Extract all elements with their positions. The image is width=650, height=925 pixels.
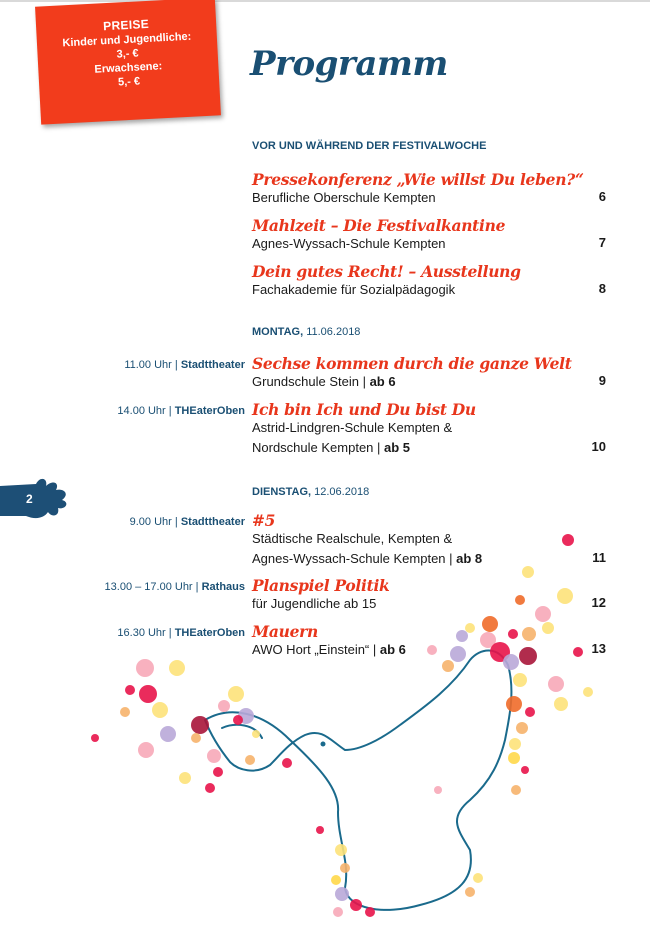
confetti-dot [519,647,537,665]
confetti-dot [442,660,454,672]
event-title: Sechse kommen durch die ganze Welt [252,354,572,373]
event-time: 11.00 Uhr [124,359,172,371]
confetti-dot [205,783,215,793]
confetti-dot [228,686,244,702]
section-heading [252,326,360,338]
event-title: Ich bin Ich und Du bist Du [252,400,476,419]
event-detail-line [252,594,376,614]
confetti-dot [136,659,154,677]
confetti-dot [456,630,468,642]
event-detail-text: Agnes-Wyssach-Schule Kempten [252,551,446,566]
section-heading-label: DIENSTAG, [252,486,312,498]
event-time: 9.00 Uhr [129,516,172,528]
event-detail-text: für Jugendliche ab 15 [252,596,377,611]
event-detail-text: Agnes-Wyssach-Schule Kempten [252,236,446,251]
confetti-dot [482,616,498,632]
confetti-dot [434,786,442,794]
confetti-dot [503,654,519,670]
page-title: Programm [250,44,448,84]
event-age: ab 6 [369,374,396,389]
event-page-number: 6 [598,189,606,204]
event-page-number: 8 [598,281,606,296]
confetti-dot [516,722,528,734]
section-date: 11.06.2018 [306,326,361,338]
event-detail-text: Berufliche Oberschule Kempten [252,190,436,205]
confetti-dot [125,685,135,695]
confetti-dot [333,907,343,917]
event-title: #5 [252,511,276,530]
adults-label: Erwachsene: [94,60,163,76]
confetti-dot [331,875,341,885]
confetti-dot [542,622,554,634]
event-detail-text: Fachakademie für Sozialpädagogik [252,282,456,297]
event-detail-line [252,529,452,549]
confetti-dot [583,687,593,697]
section-heading-label: VOR UND WÄHREND DER FESTIVALWOCHE [252,140,487,152]
event-page-number: 7 [598,235,606,250]
confetti-dot [316,826,324,834]
confetti-dot [252,730,260,738]
dove-eye [321,742,326,747]
confetti-dot [245,755,255,765]
confetti-dot [511,785,521,795]
event-detail-line: Grundschule Stein | ab 6 [252,374,396,389]
confetti-dot [350,899,362,911]
price-box [35,0,221,125]
event-time-venue: 14.00 Uhr | THEaterOben [117,405,245,417]
confetti-dot [213,767,223,777]
confetti-dot [238,708,254,724]
section-heading [252,486,369,498]
section-date: 12.06.2018 [314,486,370,498]
event-detail-text: Nordschule Kempten [252,440,374,455]
event-page-number: 11 [592,550,606,565]
confetti-dot [513,673,527,687]
event-title: Pressekonferenz „Wie willst Du leben?“ [252,170,584,189]
event-page-number: 12 [591,595,606,610]
event-age: ab 6 [379,642,406,657]
adults-price: 5,- € [117,75,141,89]
confetti-dot [191,716,209,734]
event-venue: Stadttheater [180,516,245,528]
confetti-dot [525,707,535,717]
confetti-dot [522,627,536,641]
event-title: Mauern [252,622,318,641]
event-title: Planspiel Politik [252,576,390,595]
confetti-dot [218,700,230,712]
event-detail-line: AWO Hort „Einstein“ | ab 6 [252,642,406,657]
confetti-dot [509,738,521,750]
confetti-dot [522,566,534,578]
confetti-dot [473,873,483,883]
event-time-venue: 13.00 – 17.00 Uhr | Rathaus [104,581,245,593]
page-number: 2 [26,492,33,506]
confetti-dot [138,742,154,758]
event-time: 14.00 Uhr [117,405,166,417]
confetti-dot [562,534,574,546]
confetti-dot [515,595,525,605]
event-title: Mahlzeit – Die Festivalkantine [252,216,506,235]
event-detail-line [252,188,436,208]
event-page-number: 13 [591,641,606,656]
confetti-dot [139,685,157,703]
section-heading-label: MONTAG, [252,326,304,338]
event-detail-text: Grundschule Stein [252,374,359,389]
confetti-dot [427,645,437,655]
kids-price: 3,- € [116,47,139,61]
event-detail-line: Agnes-Wyssach-Schule Kempten | ab 8 [252,551,483,566]
confetti-dot [548,676,564,692]
event-time: 16.30 Uhr [117,627,166,639]
section-heading [252,140,486,152]
top-rule [0,0,650,2]
confetti-dot [554,697,568,711]
event-page-number: 10 [591,439,606,454]
confetti-dot [365,907,375,917]
event-page-number: 9 [598,373,606,388]
event-time-venue: 16.30 Uhr | THEaterOben [117,627,245,639]
confetti-dot [335,844,347,856]
kids-label: Kinder und Jugendliche: [62,30,192,50]
confetti-dot [191,733,201,743]
confetti-dot [233,715,243,725]
event-venue: THEaterOben [174,627,245,639]
confetti-dot [535,606,551,622]
event-venue: Stadttheater [180,359,245,371]
confetti-dot [282,758,292,768]
confetti-dot [179,772,191,784]
confetti-dot [120,707,130,717]
event-time-venue: 11.00 Uhr | Stadttheater [124,359,245,371]
confetti-dot [465,623,475,633]
confetti-dot [207,749,221,763]
confetti-dot [91,734,99,742]
event-venue: Rathaus [201,581,245,593]
confetti-dot [160,726,176,742]
confetti-dot [169,660,185,676]
price-heading: PREISE [102,16,150,34]
confetti-dot [152,702,168,718]
confetti-dot [450,646,466,662]
confetti-dot [335,887,349,901]
event-time-venue: 9.00 Uhr | Stadttheater [129,516,245,528]
confetti-dot [557,588,573,604]
confetti-dot [508,629,518,639]
confetti-dot [480,632,496,648]
event-age: ab 5 [384,440,411,455]
event-detail-line [252,418,452,438]
event-venue: THEaterOben [174,405,245,417]
event-detail-text: Städtische Realschule, Kempten & [252,531,453,546]
dove-outline [205,650,511,909]
event-detail-line: Nordschule Kempten | ab 5 [252,440,411,455]
event-time: 13.00 – 17.00 Uhr [104,581,193,593]
confetti-dot [340,863,350,873]
confetti-dot [490,642,510,662]
event-detail-text: AWO Hort „Einstein“ [252,642,370,657]
event-title: Dein gutes Recht! – Ausstellung [252,262,521,281]
event-detail-text: Astrid-Lindgren-Schule Kempten & [252,420,453,435]
event-detail-line [252,234,446,254]
confetti-dot [521,766,529,774]
confetti-dot [508,752,520,764]
event-detail-line [252,280,455,300]
confetti-dot [506,696,522,712]
event-age: ab 8 [456,551,483,566]
confetti-dot [465,887,475,897]
